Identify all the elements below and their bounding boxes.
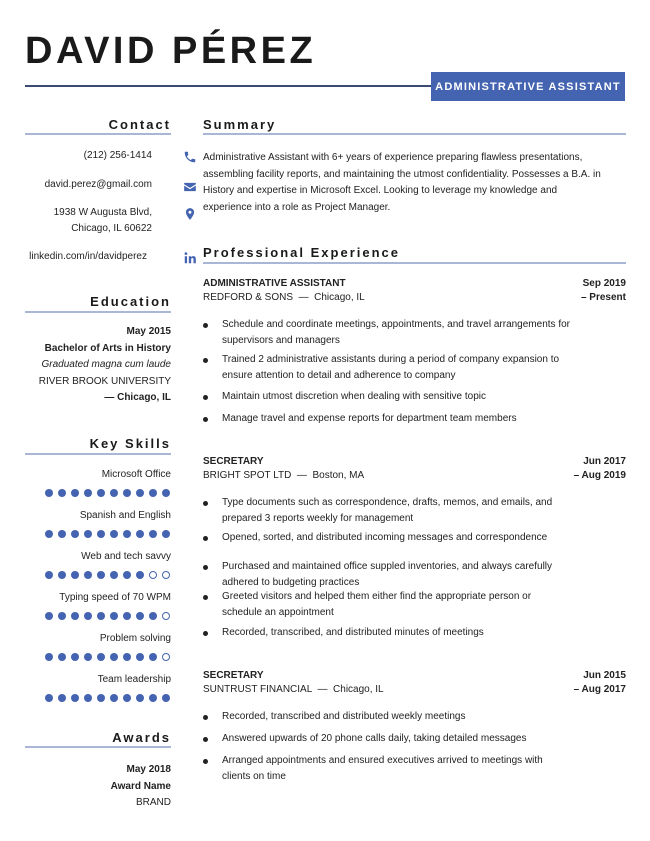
rating-dot-filled — [110, 653, 118, 661]
skill-label: Typing speed of 70 WPM — [59, 592, 171, 603]
skill-rating — [45, 694, 175, 704]
education-degree: Bachelor of Arts in History — [44, 342, 171, 354]
header-rule — [25, 85, 435, 87]
rating-dot-filled — [71, 489, 79, 497]
job-location: Chicago, IL — [314, 292, 365, 303]
contact-phone — [6, 148, 152, 164]
job-entry — [203, 277, 626, 305]
skill-item — [25, 468, 171, 482]
bullet-icon — [203, 358, 208, 363]
award-name: Award Name — [110, 780, 171, 792]
email-text: david.perez@gmail.com — [44, 179, 152, 190]
rating-dot-filled — [84, 530, 92, 538]
rating-dot-filled — [110, 694, 118, 702]
job-end-date: – Aug 2017 — [573, 684, 626, 695]
linkedin-icon — [183, 251, 197, 265]
job-bullet — [203, 625, 573, 641]
skill-rating — [45, 530, 175, 540]
rating-dot-filled — [149, 530, 157, 538]
summary-heading: Summary — [203, 117, 277, 132]
bullet-text: Answered upwards of 20 phone calls daily, taking detailed messages — [222, 733, 527, 744]
rating-dot-filled — [84, 694, 92, 702]
bullet-text: Manage travel and expense reports for department team members — [222, 413, 517, 424]
skill-rating — [45, 612, 175, 622]
summary-rule — [203, 133, 626, 135]
rating-dot-filled — [45, 694, 53, 702]
job-start-date: Sep 2019 — [582, 278, 626, 289]
rating-dot-filled — [123, 489, 131, 497]
contact-address-2 — [6, 221, 152, 237]
rating-dot-filled — [97, 530, 105, 538]
rating-dot-empty — [149, 571, 157, 579]
rating-dot-filled — [97, 612, 105, 620]
job-company-line — [203, 291, 626, 305]
skill-item — [25, 591, 171, 605]
bullet-icon — [203, 631, 208, 636]
rating-dot-filled — [97, 571, 105, 579]
job-company-line — [203, 469, 626, 483]
bullet-text: Trained 2 administrative assistants during a period of company expansion to ensure attention to detail and adherence to company — [222, 354, 560, 381]
bullet-icon — [203, 395, 208, 400]
job-title: SECRETARY — [203, 456, 264, 467]
bullet-text: Purchased and maintained office suppled inventories, and always carefully adhered to budgeting practices — [222, 561, 553, 588]
rating-dot-filled — [71, 653, 79, 661]
bullet-icon — [203, 737, 208, 742]
rating-dot-filled — [58, 489, 66, 497]
rating-dot-filled — [97, 694, 105, 702]
skill-item — [25, 632, 171, 646]
rating-dot-filled — [136, 530, 144, 538]
job-end-date: – Aug 2019 — [573, 470, 626, 481]
job-bullet — [203, 709, 573, 725]
education-school: RIVER BROOK UNIVERSITY — [38, 375, 171, 387]
rating-dot-empty — [162, 612, 170, 620]
rating-dot-filled — [97, 489, 105, 497]
rating-dot-filled — [58, 530, 66, 538]
contact-linkedin — [1, 249, 147, 265]
bullet-text: Type documents such as correspondence, drafts, memos, and emails, and prepared 3 reports weekly for management — [222, 497, 553, 524]
job-bullet — [203, 530, 573, 546]
rating-dot-filled — [84, 653, 92, 661]
education-dash: — — [104, 392, 115, 403]
rating-dot-filled — [84, 489, 92, 497]
bullet-text: Recorded, transcribed, and distributed minutes of meetings — [222, 627, 484, 638]
bullet-icon — [203, 595, 208, 600]
rating-dot-filled — [162, 530, 170, 538]
education-location-line — [25, 390, 171, 407]
job-location: Boston, MA — [312, 470, 365, 481]
candidate-name: DAVID PÉREZ — [25, 30, 317, 72]
education-honors: Graduated magna cum laude — [41, 359, 171, 370]
skill-label: Team leadership — [97, 674, 171, 685]
skill-label: Problem solving — [99, 633, 171, 644]
rating-dot-filled — [84, 571, 92, 579]
rating-dot-filled — [45, 653, 53, 661]
contact-email — [6, 177, 152, 193]
rating-dot-filled — [136, 489, 144, 497]
rating-dot-filled — [71, 571, 79, 579]
skill-item — [25, 550, 171, 564]
job-bullet — [203, 559, 573, 590]
job-entry — [203, 455, 626, 483]
contact-address — [6, 205, 152, 221]
rating-dot-filled — [149, 653, 157, 661]
phone-text: (212) 256-1414 — [83, 150, 152, 161]
job-company: BRIGHT SPOT LTD — [203, 470, 292, 481]
bullet-icon — [203, 759, 208, 764]
bullet-icon — [203, 501, 208, 506]
awards-heading: Awards — [112, 730, 171, 745]
skill-label: Microsoft Office — [101, 469, 171, 480]
job-bullet — [203, 731, 573, 747]
rating-dot-filled — [123, 653, 131, 661]
rating-dot-filled — [162, 694, 170, 702]
bullet-text: Maintain utmost discretion when dealing with sensitive topic — [222, 391, 487, 402]
skill-item — [25, 509, 171, 523]
job-title: SECRETARY — [203, 670, 264, 681]
rating-dot-filled — [123, 530, 131, 538]
job-company-line — [203, 683, 626, 697]
job-bullet — [203, 753, 573, 784]
job-start-date: Jun 2015 — [583, 670, 626, 681]
skills-heading: Key Skills — [89, 436, 171, 451]
job-bullet — [203, 411, 573, 427]
job-location: Chicago, IL — [333, 684, 384, 695]
job-dates — [574, 669, 626, 697]
job-bullet — [203, 352, 573, 383]
rating-dot-filled — [136, 653, 144, 661]
experience-heading: Professional Experience — [203, 245, 401, 260]
skill-rating — [45, 489, 175, 499]
rating-dot-filled — [58, 612, 66, 620]
rating-dot-filled — [71, 694, 79, 702]
job-company: REDFORD & SONS — [203, 292, 294, 303]
rating-dot-filled — [136, 694, 144, 702]
job-bullet — [203, 589, 573, 620]
rating-dot-filled — [149, 612, 157, 620]
experience-rule — [203, 262, 626, 264]
rating-dot-filled — [123, 612, 131, 620]
skill-rating — [45, 653, 175, 663]
rating-dot-filled — [58, 694, 66, 702]
skills-rule — [25, 453, 171, 455]
job-title-badge: ADMINISTRATIVE ASSISTANT — [431, 72, 625, 101]
contact-heading: Contact — [108, 117, 171, 132]
bullet-text: Opened, sorted, and distributed incoming messages and correspondence — [222, 532, 548, 543]
rating-dot-empty — [162, 571, 170, 579]
rating-dot-filled — [58, 571, 66, 579]
bullet-icon — [203, 715, 208, 720]
rating-dot-filled — [136, 612, 144, 620]
phone-icon — [183, 150, 197, 164]
rating-dot-empty — [162, 653, 170, 661]
award-block — [25, 762, 171, 812]
separator: — — [311, 684, 334, 695]
education-date: May 2015 — [126, 326, 171, 337]
rating-dot-filled — [45, 571, 53, 579]
job-company: SUNTRUST FINANCIAL — [203, 684, 312, 695]
award-brand: BRAND — [135, 797, 171, 808]
job-bullet — [203, 317, 573, 348]
rating-dot-filled — [45, 612, 53, 620]
bullet-icon — [203, 536, 208, 541]
summary-text: Administrative Assistant with 6+ years of experience preparing flawless presentations, assembling facility reports, and maintaining the utmost confidentiality. Possesses a B.A. in History and expertise in Microsoft Excel. Looking to leverage my knowledge and experience into a role as Project Manager. — [203, 152, 601, 213]
bullet-text: Arranged appointments and ensured executives arrived to meetings with clients on time — [222, 755, 543, 782]
bullet-text: Schedule and coordinate meetings, appointments, and travel arrangements for supervisors and managers — [222, 319, 570, 346]
rating-dot-filled — [162, 489, 170, 497]
rating-dot-filled — [123, 571, 131, 579]
address-line1: 1938 W Augusta Blvd, — [53, 207, 152, 218]
job-title: ADMINISTRATIVE ASSISTANT — [203, 278, 346, 289]
skill-item — [25, 673, 171, 687]
award-date: May 2018 — [126, 764, 171, 775]
job-entry — [203, 669, 626, 697]
rating-dot-filled — [149, 694, 157, 702]
bullet-icon — [203, 565, 208, 570]
rating-dot-filled — [110, 489, 118, 497]
rating-dot-filled — [71, 612, 79, 620]
rating-dot-filled — [110, 571, 118, 579]
address-line2: Chicago, IL 60622 — [71, 223, 152, 234]
rating-dot-filled — [136, 571, 144, 579]
rating-dot-filled — [123, 694, 131, 702]
education-rule — [25, 311, 171, 313]
bullet-icon — [203, 323, 208, 328]
separator: — — [291, 470, 313, 481]
job-bullet — [203, 495, 573, 526]
job-dates — [574, 455, 626, 483]
bullet-icon — [203, 417, 208, 422]
job-start-date: Jun 2017 — [583, 456, 626, 467]
awards-rule — [25, 746, 171, 748]
job-dates — [581, 277, 626, 305]
rating-dot-filled — [110, 612, 118, 620]
rating-dot-filled — [97, 653, 105, 661]
education-block — [25, 324, 171, 407]
rating-dot-filled — [45, 530, 53, 538]
rating-dot-filled — [84, 612, 92, 620]
contact-rule — [25, 133, 171, 135]
envelope-icon — [183, 180, 197, 194]
rating-dot-filled — [149, 489, 157, 497]
skill-label: Spanish and English — [79, 510, 171, 521]
separator: — — [293, 292, 315, 303]
rating-dot-filled — [110, 530, 118, 538]
rating-dot-filled — [71, 530, 79, 538]
education-location: Chicago, IL — [117, 392, 171, 403]
bullet-text: Recorded, transcribed and distributed weekly meetings — [222, 711, 466, 722]
skill-label: Web and tech savvy — [81, 551, 171, 562]
rating-dot-filled — [45, 489, 53, 497]
bullet-text: Greeted visitors and helped them either find the appropriate person or schedule an appointment — [222, 591, 532, 618]
education-heading: Education — [90, 294, 171, 309]
location-pin-icon — [183, 207, 197, 221]
linkedin-text: linkedin.com/in/davidperez — [29, 251, 147, 262]
job-bullet — [203, 389, 573, 405]
job-end-date: – Present — [580, 292, 626, 303]
rating-dot-filled — [58, 653, 66, 661]
skill-rating — [45, 571, 175, 581]
